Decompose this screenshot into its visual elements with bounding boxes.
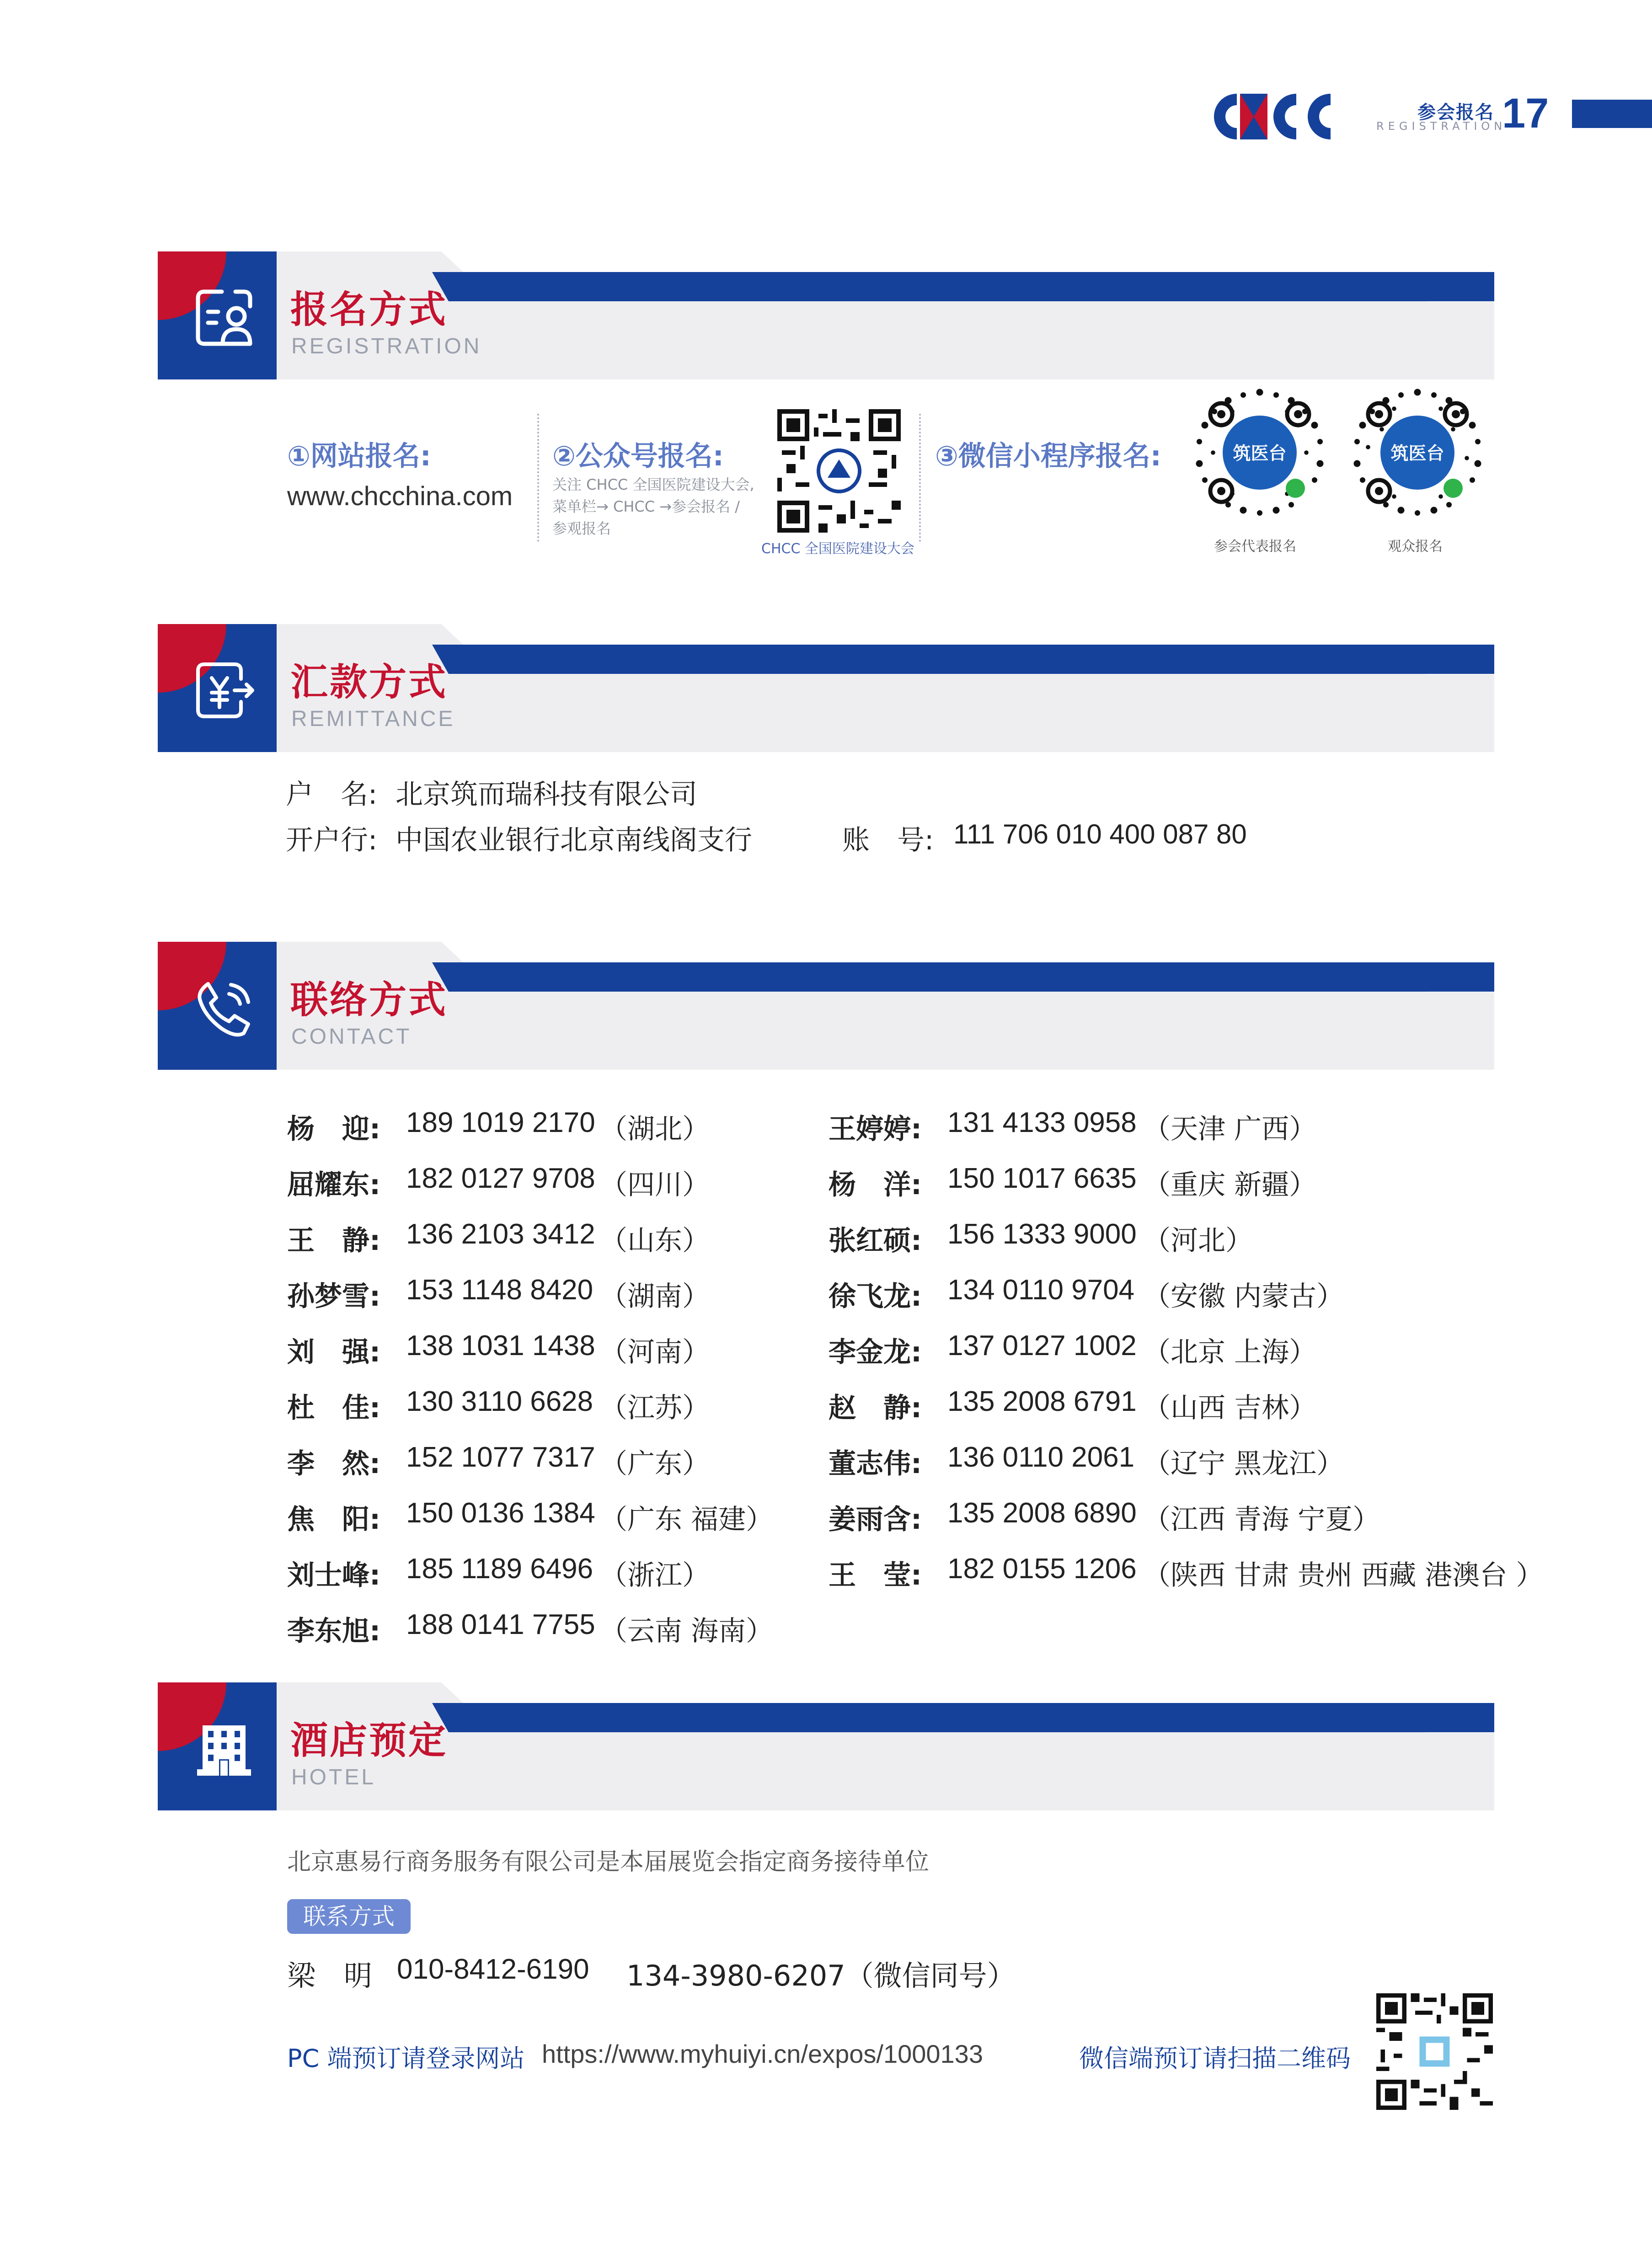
contact-phone[interactable]: 135 2008 6791 bbox=[947, 1386, 1137, 1417]
contact-name: 孙梦雪: bbox=[287, 1281, 380, 1313]
remittance-subtitle: REMITTANCE bbox=[291, 707, 455, 731]
contact-phone[interactable]: 138 1031 1438 bbox=[406, 1330, 595, 1361]
contact-phone[interactable]: 135 2008 6890 bbox=[947, 1497, 1137, 1529]
contact-phone[interactable]: 156 1333 9000 bbox=[947, 1218, 1137, 1250]
contact-region: （江西 青海 宁夏） bbox=[1143, 1504, 1380, 1536]
contact-phone[interactable]: 150 0136 1384 bbox=[406, 1497, 595, 1529]
miniprogram-code-icon[interactable] bbox=[1191, 384, 1328, 521]
contact-region: （浙江） bbox=[600, 1559, 710, 1591]
contact-region: （四川） bbox=[600, 1169, 710, 1201]
contact-name: 王 静: bbox=[287, 1225, 380, 1257]
hotel-title: 酒店预定 bbox=[290, 1719, 448, 1762]
wechat-booking-label: 微信端预订请扫描二维码 bbox=[1079, 2044, 1351, 2073]
contact-phone[interactable]: 152 1077 7317 bbox=[406, 1441, 595, 1473]
contact-region: （河南） bbox=[600, 1336, 710, 1368]
contact-region: （江苏） bbox=[600, 1392, 710, 1424]
wechat-registration-desc: 关注 CHCC 全国医院建设大会, 菜单栏→ CHCC →参会报名 / 参观报名 bbox=[552, 476, 754, 537]
divider bbox=[919, 414, 921, 542]
contact-phone[interactable]: 185 1189 6496 bbox=[406, 1553, 593, 1585]
miniprogram-caption-delegate: 参会代表报名 bbox=[1214, 539, 1296, 555]
miniprogram-caption-visitor: 观众报名 bbox=[1388, 539, 1443, 555]
contact-phone[interactable]: 130 3110 6628 bbox=[406, 1386, 593, 1417]
contact-phone[interactable]: 189 1019 2170 bbox=[406, 1107, 595, 1138]
pc-booking-label: PC 端预订请登录网站 bbox=[287, 2044, 525, 2073]
contact-subtitle: CONTACT bbox=[291, 1025, 412, 1049]
header-accent-bar bbox=[1572, 100, 1652, 128]
contact-region: （安徽 内蒙古） bbox=[1143, 1281, 1344, 1313]
remittance-banner bbox=[158, 624, 1494, 752]
account-name-label: 户 名: bbox=[286, 779, 378, 811]
hotel-banner bbox=[158, 1682, 1494, 1810]
contact-name: 李金龙: bbox=[829, 1336, 922, 1368]
account-name: 北京筑而瑞科技有限公司 bbox=[396, 779, 697, 811]
contact-name: 张红硕: bbox=[829, 1225, 922, 1257]
contact-region: （陕西 甘肃 贵州 西藏 港澳台 ） bbox=[1143, 1559, 1544, 1591]
contact-name: 焦 阳: bbox=[287, 1504, 380, 1536]
contact-phone[interactable]: 182 0127 9708 bbox=[406, 1163, 595, 1194]
contact-phone[interactable]: 131 4133 0958 bbox=[947, 1107, 1137, 1138]
wechat-qr-code-icon[interactable] bbox=[777, 409, 901, 533]
contact-region: （山西 吉林） bbox=[1143, 1392, 1317, 1424]
contact-badge: 联系方式 bbox=[287, 1899, 411, 1934]
contact-name: 杨 迎: bbox=[287, 1113, 380, 1145]
contact-name: 杜 佳: bbox=[287, 1392, 380, 1424]
contact-name: 徐飞龙: bbox=[829, 1281, 922, 1313]
chcc-logo bbox=[1212, 91, 1340, 142]
hotel-description: 北京惠易行商务服务有限公司是本届展览会指定商务接待单位 bbox=[287, 1848, 930, 1876]
registration-title: 报名方式 bbox=[290, 288, 448, 331]
registration-banner bbox=[158, 251, 1494, 379]
hotel-qr-code-icon[interactable] bbox=[1376, 1993, 1493, 2110]
contact-title: 联络方式 bbox=[290, 978, 448, 1022]
contact-name: 王婷婷: bbox=[829, 1113, 922, 1145]
contact-name: 杨 洋: bbox=[829, 1169, 922, 1201]
contact-phone[interactable]: 137 0127 1002 bbox=[947, 1330, 1137, 1361]
contact-region: （广东） bbox=[600, 1448, 710, 1480]
header-section-title: 参会报名 bbox=[1417, 102, 1494, 123]
contact-region: （重庆 新疆） bbox=[1143, 1169, 1317, 1201]
contact-region: （辽宁 黑龙江） bbox=[1143, 1448, 1344, 1480]
contact-phone[interactable]: 188 0141 7755 bbox=[406, 1609, 595, 1640]
page-number: 17 bbox=[1502, 90, 1549, 137]
bank-label: 开户行: bbox=[286, 824, 378, 856]
yuan-transfer-icon bbox=[190, 656, 258, 725]
contact-name: 李东旭: bbox=[287, 1615, 380, 1647]
contact-phone[interactable]: 182 0155 1206 bbox=[947, 1553, 1137, 1585]
hotel-contact-phone[interactable]: 010-8412-6190 bbox=[397, 1954, 589, 1985]
wechat-registration-label: ②公众号报名: bbox=[552, 440, 724, 472]
contact-phone[interactable]: 153 1148 8420 bbox=[406, 1274, 593, 1306]
contact-region: （云南 海南） bbox=[600, 1615, 774, 1647]
contact-banner bbox=[158, 942, 1494, 1070]
account-number: 111 706 010 400 087 80 bbox=[953, 819, 1247, 849]
contact-region: （天津 广西） bbox=[1143, 1113, 1317, 1145]
contact-phone[interactable]: 136 0110 2061 bbox=[947, 1441, 1135, 1473]
contact-region: （北京 上海） bbox=[1143, 1336, 1317, 1368]
contact-name: 赵 静: bbox=[829, 1392, 922, 1424]
contact-region: （湖南） bbox=[600, 1281, 710, 1313]
contact-name: 刘士峰: bbox=[287, 1559, 380, 1591]
contact-region: （广东 福建） bbox=[600, 1504, 774, 1536]
registration-user-icon bbox=[190, 283, 258, 352]
hotel-subtitle: HOTEL bbox=[291, 1765, 376, 1789]
contact-name: 刘 强: bbox=[287, 1336, 380, 1368]
hotel-contact-mobile[interactable]: 134-3980-6207（微信同号） bbox=[626, 1959, 1016, 1992]
svg-text:筑医台: 筑医台 bbox=[1390, 443, 1444, 464]
account-number-label: 账 号: bbox=[842, 824, 934, 856]
miniprogram-registration-label: ③微信小程序报名: bbox=[935, 440, 1161, 472]
bank-name: 中国农业银行北京南线阁支行 bbox=[396, 824, 752, 856]
contact-phone[interactable]: 150 1017 6635 bbox=[947, 1163, 1137, 1194]
web-registration-label: ①网站报名: bbox=[287, 440, 431, 472]
contact-name: 屈耀东: bbox=[287, 1169, 380, 1201]
registration-subtitle: REGISTRATION bbox=[291, 334, 482, 358]
contact-region: （山东） bbox=[600, 1225, 710, 1257]
hotel-building-icon bbox=[190, 1714, 258, 1783]
hotel-contact-name: 梁 明 bbox=[287, 1959, 373, 1992]
contact-name: 王 莹: bbox=[829, 1559, 922, 1591]
contact-name: 李 然: bbox=[287, 1448, 380, 1480]
contact-region: （河北） bbox=[1143, 1225, 1253, 1257]
contact-region: （湖北） bbox=[600, 1113, 710, 1145]
contact-phone[interactable]: 136 2103 3412 bbox=[406, 1218, 595, 1250]
svg-text:筑医台: 筑医台 bbox=[1233, 443, 1287, 464]
header-section-subtitle: REGISTRATION bbox=[1376, 120, 1507, 133]
contact-name: 姜雨含: bbox=[829, 1504, 922, 1536]
pc-booking-url[interactable]: https://www.myhuiyi.cn/expos/1000133 bbox=[542, 2039, 983, 2068]
wechat-qr-caption: CHCC 全国医院建设大会 bbox=[761, 541, 914, 557]
miniprogram-code-icon[interactable] bbox=[1349, 384, 1486, 521]
divider bbox=[537, 414, 539, 542]
web-registration-url[interactable]: www.chcchina.com bbox=[287, 481, 513, 511]
contact-phone[interactable]: 134 0110 9704 bbox=[947, 1274, 1135, 1306]
remittance-title: 汇款方式 bbox=[290, 661, 448, 704]
phone-icon bbox=[190, 974, 258, 1042]
contact-name: 董志伟: bbox=[829, 1448, 922, 1480]
